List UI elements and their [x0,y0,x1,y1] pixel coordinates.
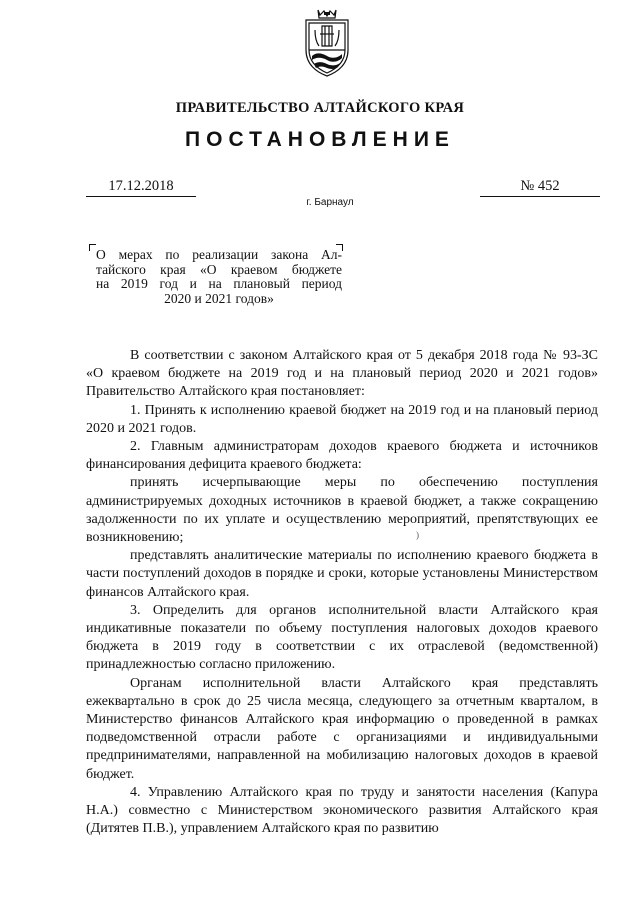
subject-line: О мерах по реализации закона Ал- [96,248,342,262]
subject-line: 2020 и 2021 годов» [164,291,274,306]
document-number: № 452 [480,178,600,197]
body-paragraph: 3. Определить для органов исполнительной власти Алтайского края индикативные показатели по объему поступления налоговых доходов краевого бюджета в 2019 году в соответствии с их отраслевой (ведомственной) принадлежностью согласно приложению. [86,602,598,673]
body-paragraph: 4. Управлению Алтайского края по труду и занятости населения (Капура Н.А.) совместно с Министерством экономического развития Алтайского края (Дитятев П.В.), управлением Алтайского края по развитию [86,784,598,837]
coat-of-arms-icon [302,6,352,80]
subject-line: тайского края «О краевом бюджете [96,262,342,277]
body-paragraph: 1. Принять к исполнению краевой бюджет на 2019 год и на плановый период 2020 и 2021 годов. [86,402,598,436]
body-paragraph: представлять аналитические материалы по исполнению краевого бюджета в части поступлений доходов в порядке и сроки, которые установлены Министерством финансов Алтайского края. [86,548,598,600]
document-subject [96,248,342,306]
city-name: г. Барнаул [306,197,354,208]
document-date: 17.12.2018 [86,178,196,197]
document-body [86,347,598,838]
scan-mark: ) [416,530,419,540]
body-paragraph: Органам исполнительной власти Алтайского края представлять ежеквартально в срок до 25 числа месяца, следующего за отчетным кварталом, в Министерство финансов Алтайского края информацию о проведенной в рамках подведомственной отрасли работе с организациями и индивидуальными предпринимателями, направленной на мобилизацию налоговых доходов в краевой бюджет. [86,675,598,782]
organization-name: ПРАВИТЕЛЬСТВО АЛТАЙСКОГО КРАЯ [175,100,465,116]
body-paragraph: принять исчерпывающие меры по обеспечению поступления администрируемых доходных источников в краевой бюджет, а также сокращению задолженности по их уплате и осуществлению мероприятий, препятствующих ее возникновению; [86,475,598,546]
body-paragraph: 2. Главным администраторам доходов краевого бюджета и источников финансирования дефицита краевого бюджета: [86,439,598,473]
subject-line: на 2019 год и на плановый период [96,277,342,291]
body-paragraph: В соответствии с законом Алтайского края от 5 декабря 2018 года № 93-ЗС «О краевом бюджете на 2019 год и на плановый период 2020 и 2021 годов» Правительство Алтайского края постановляет: [86,348,598,400]
subject-bracket-left [89,244,96,251]
document-type: ПОСТАНОВЛЕНИЕ [185,128,455,151]
